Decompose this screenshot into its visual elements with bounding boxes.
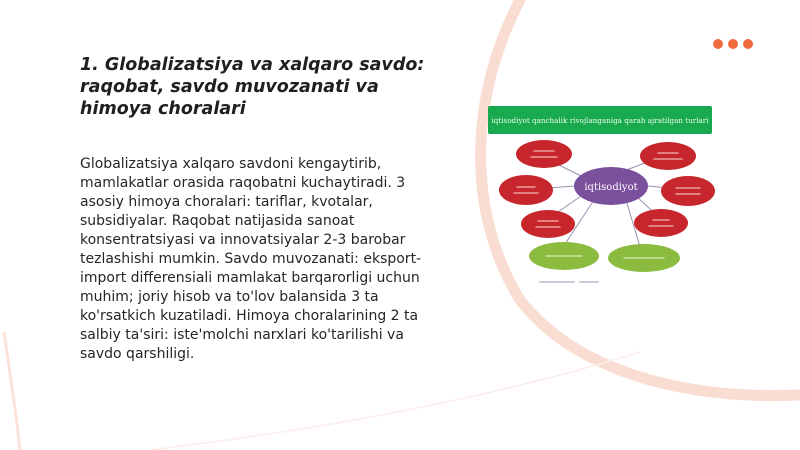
decor-dots [713,39,753,49]
diagram-header-label: iqtisodiyot qanchalik rivojlanganiga qarab ajratilgan turlari [491,116,709,125]
diagram-green-nodes [529,242,680,272]
decor-line-bottom [150,352,640,450]
diagram-center-label: iqtisodiyot [584,182,638,193]
economy-types-diagram [486,104,732,294]
decor-dot [728,39,738,49]
diagram-node-red [661,176,715,206]
slide-title: 1. Globalizatsiya va xalqaro savdo: raqobat, savdo muvozanati va himoya choralari [80,55,425,119]
diagram-node-red [516,140,572,168]
decor-arc-left [4,332,20,450]
decor-dot [713,39,723,49]
diagram-node-red [634,209,688,237]
slide-body-text: Globalizatsiya xalqaro savdoni kengaytirib, mamlakatlar orasida raqobatni kuchaytiradi. 3 asosiy himoya choralari: tariflar, kvotalar, subsidiyalar. Raqobat natijasida sanoat konsentratsiyasi va innovatsiyalar 2-3 barobar tezlashishi mumkin. Savdo muvozanati: eksport-import differensiali mamlakat barqarorligi uchun muhim; joriy hisob va to'lov balansida 3 ta ko'rsatkich kuzatiladi. Himoya choralarining 2 ta salbiy ta'siri: iste'molchi narxlari ko'tarilishi va savdo qarshiligi. [80,156,422,362]
diagram-node-red [521,210,575,238]
diagram-node-red [640,142,696,170]
decor-dot [743,39,753,49]
diagram-node-red [499,175,553,205]
diagram-header-text [491,116,709,125]
diagram-center-text [584,182,637,193]
